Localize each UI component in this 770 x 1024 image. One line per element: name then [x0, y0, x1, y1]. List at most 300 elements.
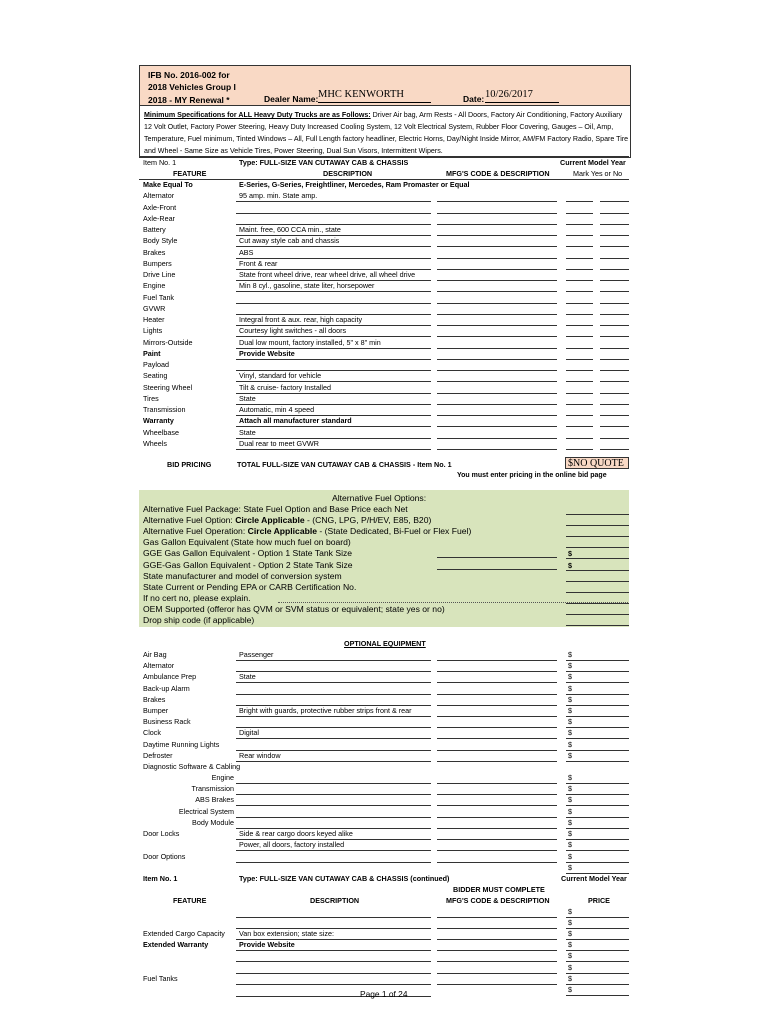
option-label: Bumper	[143, 706, 169, 715]
option-desc-field[interactable]	[236, 694, 431, 695]
mark-yes-no-header: Mark Yes or No	[573, 169, 623, 178]
feature-label: Battery	[143, 225, 166, 234]
dealer-name-field[interactable]: MHC KENWORTH	[318, 89, 431, 103]
option-mfg-field[interactable]	[437, 850, 557, 851]
feature-label: Warranty	[143, 416, 174, 426]
bid-pricing-label: BID PRICING	[167, 460, 212, 469]
dollar-sign: $	[568, 728, 572, 738]
option-mfg-field[interactable]	[437, 839, 557, 840]
item-type-2: Type: FULL-SIZE VAN CUTAWAY CAB & CHASSIS (continued)	[239, 874, 450, 883]
yes-no-field[interactable]	[600, 280, 629, 281]
mfg-code-field[interactable]	[437, 303, 557, 304]
option-price-field[interactable]	[566, 705, 629, 706]
dollar-sign: $	[568, 840, 572, 849]
model-year-field[interactable]	[566, 246, 593, 247]
mfg-code-field[interactable]	[437, 291, 557, 292]
option-price-field[interactable]	[566, 794, 629, 795]
alt-fuel-line: State manufacturer and model of conversion system	[143, 570, 342, 581]
option-price-field[interactable]	[566, 805, 629, 806]
alt-fuel-field[interactable]	[566, 592, 629, 593]
feature-label: Tires	[143, 393, 159, 403]
yes-no-field[interactable]	[600, 393, 629, 394]
model-year-field[interactable]	[566, 415, 593, 416]
option-desc-field[interactable]	[236, 794, 431, 795]
yes-no-field[interactable]	[600, 336, 629, 337]
option-description: Passenger	[239, 650, 274, 659]
option-desc-field[interactable]	[236, 738, 431, 739]
model-year-field[interactable]	[566, 224, 593, 225]
mfg-code-field[interactable]	[437, 314, 557, 315]
dollar-sign: $	[568, 706, 572, 715]
model-year-field[interactable]	[566, 393, 593, 394]
yes-no-field[interactable]	[600, 201, 629, 202]
dollar-sign: $	[568, 549, 572, 559]
feature-label: Transmission	[143, 405, 186, 414]
alt-fuel-line: Alternative Fuel Package: State Fuel Option and Base Price each Net	[143, 504, 408, 514]
option-label: Defroster	[143, 750, 173, 760]
alt-fuel-line: GGE-Gas Gallon Equivalent - Option 2 State Tank Size	[143, 559, 353, 570]
feature-label: Paint	[143, 348, 161, 358]
door-locks-desc: Power, all doors, factory installed	[239, 840, 345, 849]
feature-label: GVWR	[143, 303, 166, 313]
alt-fuel-field[interactable]	[566, 547, 629, 548]
feature-label: Make Equal To	[143, 180, 193, 189]
yes-no-field[interactable]	[600, 359, 629, 360]
online-bid-note: You must enter pricing in the online bid page	[457, 472, 607, 479]
alt-fuel-line: Alternative Fuel Option: Circle Applicable - (CNG, LPG, P/H/EV, E85, B20)	[143, 515, 432, 526]
dollar-sign: $	[568, 773, 572, 782]
feature-description: Automatic, min 4 speed	[239, 405, 315, 414]
mfg-code-field[interactable]	[437, 336, 557, 337]
feature-label: Payload	[143, 360, 169, 369]
bidder-must-complete: BIDDER MUST COMPLETE	[453, 885, 545, 894]
alt-fuel-field[interactable]	[566, 536, 629, 537]
option-price-field[interactable]	[566, 850, 629, 851]
tank-size-field[interactable]	[437, 569, 557, 570]
description-field[interactable]	[236, 291, 431, 292]
mfg-code-field[interactable]	[437, 235, 557, 236]
dollar-sign: $	[568, 852, 572, 861]
alt-fuel-field[interactable]	[566, 558, 629, 559]
date-label: Date:	[463, 94, 485, 104]
feature-description: Courtesy light switches - all doors	[239, 326, 347, 336]
option-mfg-field[interactable]	[437, 738, 557, 739]
mfg-code-field[interactable]	[437, 438, 557, 439]
description-field[interactable]	[236, 426, 431, 427]
option-price-field[interactable]	[566, 727, 629, 728]
option-mfg-field[interactable]	[437, 750, 557, 751]
yes-no-field[interactable]	[600, 449, 629, 450]
mfg-code-field[interactable]	[437, 325, 557, 326]
option-label: Clock	[143, 728, 161, 738]
price-field[interactable]	[566, 950, 629, 951]
feature-description: Integral front & aux. rear, high capacity	[239, 315, 363, 324]
option-mfg-field[interactable]	[437, 794, 557, 795]
alt-fuel-field[interactable]	[566, 581, 629, 582]
extended-cargo-desc: Van box extension; state size:	[239, 929, 334, 938]
option-price-field[interactable]	[566, 660, 629, 661]
option-price-field[interactable]	[566, 716, 629, 717]
dollar-sign: $	[568, 739, 572, 749]
mfg-code-field[interactable]	[437, 393, 557, 394]
yes-no-field[interactable]	[600, 381, 629, 382]
model-year-field[interactable]	[566, 269, 593, 270]
dollar-sign: $	[568, 560, 572, 570]
feature-label: Seating	[143, 371, 168, 381]
option-mfg-field[interactable]	[437, 682, 557, 683]
yes-no-field[interactable]	[600, 303, 629, 304]
dollar-sign: $	[568, 784, 572, 794]
option-mfg-field[interactable]	[437, 671, 557, 672]
model-year-field[interactable]	[566, 336, 593, 337]
feature-label: Axle-Rear	[143, 213, 175, 223]
option-desc-field[interactable]	[236, 716, 431, 717]
feature-description: Provide Website	[239, 348, 295, 358]
page-number: Page 1 of 24	[360, 989, 408, 999]
dollar-sign: $	[568, 985, 572, 994]
feature-description: ABS	[239, 247, 254, 257]
alt-fuel-line: Alternative Fuel Operation: Circle Applicable - (State Dedicated, Bi-Fuel or Flex Fuel)	[143, 526, 472, 537]
feature-description: State	[239, 393, 256, 403]
option-label: Brakes	[143, 694, 166, 704]
mfg-code-field[interactable]	[437, 269, 557, 270]
dollar-sign: $	[568, 940, 572, 949]
feature-description: Dual rear to meet GVWR	[239, 438, 319, 448]
feature-description: Min 8 cyl., gasoline, state liter, horsepower	[239, 281, 375, 291]
specs-text: Driver Air bag, Arm Rests - All Doors, Factory Air Conditioning, Factory Auxiliary 12 Volt Outlet, Factory Power Steering, Heavy Duty Increased Cooling System, 12 Volt Electrical System, Rubber Floor Covering, Gauges – Oil, Amp, Temperature, Fuel minimum, Tinted Windows – All, Full Length factory headliner, Electric Horns, Day/Night Inside Mirror, AM/FM Factory Radio, Spare Tire and Wheel - Same Size as Vehicle Tires, Power Steering, Dual Sun Visors, Intermittent Wipers.	[144, 111, 629, 155]
option-desc-field[interactable]	[236, 850, 431, 851]
mfg-field[interactable]	[437, 984, 557, 985]
option-mfg-field[interactable]	[437, 727, 557, 728]
desc-field[interactable]	[236, 950, 431, 951]
yes-no-field[interactable]	[600, 404, 629, 405]
option-mfg-field[interactable]	[437, 828, 557, 829]
desc-field[interactable]	[236, 973, 431, 974]
fuel-tanks-label: Fuel Tanks	[143, 974, 178, 983]
option-mfg-field[interactable]	[437, 660, 557, 661]
mfg-field[interactable]	[437, 928, 557, 929]
model-year-field[interactable]	[566, 235, 593, 236]
option-desc-field[interactable]	[236, 761, 431, 762]
option-price-field[interactable]	[566, 761, 629, 762]
mfg-code-field[interactable]	[437, 246, 557, 247]
item-type: Type: FULL-SIZE VAN CUTAWAY CAB & CHASSIS	[239, 158, 409, 167]
mfg-field[interactable]	[437, 950, 557, 951]
model-year-field[interactable]	[566, 438, 593, 439]
alt-fuel-line: Drop ship code (if applicable)	[143, 615, 255, 625]
desc-field[interactable]	[236, 984, 431, 985]
description-field[interactable]	[236, 393, 431, 394]
item-no: Item No. 1	[143, 158, 177, 167]
feature-label: Fuel Tank	[143, 292, 175, 302]
mfg-code-field[interactable]	[437, 359, 557, 360]
diagnostic-sub-label: Transmission	[191, 784, 234, 794]
feature-label: Alternator	[143, 191, 175, 201]
feature-label: Drive Line	[143, 270, 176, 279]
option-mfg-field[interactable]	[437, 805, 557, 806]
total-label: TOTAL FULL-SIZE VAN CUTAWAY CAB & CHASSIS - Item No. 1	[237, 460, 452, 469]
option-desc-field[interactable]	[236, 671, 431, 672]
feature-label: Axle-Front	[143, 202, 177, 212]
diagnostic-sub-label: Electrical System	[178, 806, 234, 816]
feature-description: State front wheel drive, rear wheel drive, all wheel drive	[239, 270, 416, 279]
feature-label: Wheels	[143, 438, 167, 448]
feature-label: Lights	[143, 326, 163, 336]
alt-fuel-line: Gas Gallon Equivalent (State how much fuel on board)	[143, 537, 351, 548]
model-year-field[interactable]	[566, 348, 593, 349]
model-year-field[interactable]	[566, 449, 593, 450]
option-label: Air Bag	[143, 650, 167, 659]
option-mfg-field[interactable]	[437, 783, 557, 784]
model-year-field[interactable]	[566, 404, 593, 405]
dollar-sign: $	[568, 951, 572, 960]
minimum-specs	[139, 105, 631, 158]
dollar-sign: $	[568, 795, 572, 805]
mfg-code-header-2: MFG'S CODE & DESCRIPTION	[446, 896, 550, 905]
option-price-field[interactable]	[566, 738, 629, 739]
mfg-field[interactable]	[437, 939, 557, 940]
mfg-field[interactable]	[437, 961, 557, 962]
ifb-title-line-2: 2018 Vehicles Group I	[148, 82, 236, 93]
optional-equipment-title: OPTIONAL EQUIPMENT	[344, 639, 426, 648]
dollar-sign: $	[568, 829, 572, 838]
yes-no-field[interactable]	[600, 291, 629, 292]
alt-fuel-line: GGE Gas Gallon Equivalent - Option 1 State Tank Size	[143, 548, 353, 559]
date-field[interactable]: 10/26/2017	[485, 89, 559, 103]
option-desc-field[interactable]	[236, 862, 431, 863]
description-field[interactable]	[236, 449, 431, 450]
dollar-sign: $	[568, 806, 572, 816]
price-field[interactable]	[566, 939, 629, 940]
item-no-2: Item No. 1	[143, 874, 178, 883]
ifb-title	[148, 69, 236, 106]
option-label: Business Rack	[143, 717, 191, 727]
feature-header-2: FEATURE	[173, 896, 207, 905]
alt-fuel-line: State Current or Pending EPA or CARB Certification No.	[143, 581, 357, 592]
door-options-label: Door Options	[143, 852, 186, 861]
option-price-field[interactable]	[566, 862, 629, 863]
option-label: Daytime Running Lights	[143, 739, 220, 749]
tank-size-field[interactable]	[437, 557, 557, 558]
mfg-code-field[interactable]	[437, 370, 557, 371]
mfg-code-field[interactable]	[437, 224, 557, 225]
mfg-field[interactable]	[437, 973, 557, 974]
feature-description: Attach all manufacturer standard	[239, 416, 352, 426]
model-year-field[interactable]	[566, 303, 593, 304]
price-header: PRICE	[588, 896, 610, 905]
option-desc-field[interactable]	[236, 839, 431, 840]
divider	[139, 156, 629, 157]
mfg-code-header: MFG'S CODE & DESCRIPTION	[446, 169, 550, 178]
mfg-code-field[interactable]	[437, 201, 557, 202]
option-price-field[interactable]	[566, 682, 629, 683]
option-label: Diagnostic Software & Cabling	[143, 762, 241, 771]
yes-no-field[interactable]	[600, 258, 629, 259]
option-price-field[interactable]	[566, 783, 629, 784]
feature-description: E-Series, G-Series, Freightliner, Mercedes, Ram Promaster or Equal	[239, 180, 470, 189]
yes-no-field[interactable]	[600, 438, 629, 439]
alt-fuel-field[interactable]	[566, 570, 629, 571]
option-price-field[interactable]	[566, 828, 629, 829]
model-year-field[interactable]	[566, 314, 593, 315]
option-mfg-field[interactable]	[437, 705, 557, 706]
yes-no-field[interactable]	[600, 235, 629, 236]
price-field[interactable]	[566, 973, 629, 974]
feature-description: Front & rear	[239, 258, 278, 268]
yes-no-field[interactable]	[600, 269, 629, 270]
feature-description: Cut away style cab and chassis	[239, 236, 340, 246]
feature-label: Brakes	[143, 247, 166, 257]
yes-no-field[interactable]	[600, 415, 629, 416]
alt-fuel-line: If no cert no, please explain.	[143, 592, 251, 603]
yes-no-field[interactable]	[600, 213, 629, 214]
alt-fuel-field[interactable]	[566, 614, 629, 615]
diagnostic-sub-label: Body Module	[192, 817, 234, 827]
option-desc-field[interactable]	[236, 783, 431, 784]
extended-cargo-label: Extended Cargo Capacity	[143, 929, 225, 938]
description-field[interactable]	[236, 359, 431, 360]
feature-label: Heater	[143, 315, 165, 324]
mfg-code-field[interactable]	[437, 381, 557, 382]
model-year-field[interactable]	[566, 370, 593, 371]
dollar-sign: $	[568, 918, 572, 927]
description-header: DESCRIPTION	[323, 169, 373, 178]
option-price-field[interactable]	[566, 694, 629, 695]
description-field[interactable]	[236, 246, 431, 247]
explain-field[interactable]	[278, 602, 628, 603]
door-locks-label: Door Locks	[143, 829, 180, 838]
total-price-field[interactable]: $NO QUOTE	[565, 457, 629, 469]
model-year-field[interactable]	[566, 325, 593, 326]
dollar-sign: $	[568, 683, 572, 693]
yes-no-field[interactable]	[600, 426, 629, 427]
diagnostic-sub-label: Engine	[211, 773, 234, 782]
model-year-field[interactable]	[566, 258, 593, 259]
option-price-field[interactable]	[566, 817, 629, 818]
mfg-code-field[interactable]	[437, 404, 557, 405]
price-field[interactable]	[566, 984, 629, 985]
dollar-sign: $	[568, 863, 572, 872]
option-desc-field[interactable]	[236, 682, 431, 683]
mfg-code-field[interactable]	[437, 280, 557, 281]
feature-label: Wheelbase	[143, 427, 179, 437]
mfg-code-field[interactable]	[437, 449, 557, 450]
option-mfg-field[interactable]	[437, 716, 557, 717]
mfg-code-field[interactable]	[437, 258, 557, 259]
desc-field[interactable]	[236, 917, 431, 918]
feature-description: 95 amp. min. State amp.	[239, 191, 318, 201]
current-model-year: Current Model Year	[560, 158, 626, 167]
dollar-sign: $	[568, 661, 572, 671]
option-desc-field[interactable]	[236, 727, 431, 728]
model-year-field[interactable]	[566, 291, 593, 292]
dollar-sign: $	[568, 672, 572, 682]
option-desc-field[interactable]	[236, 660, 431, 661]
alt-fuel-field[interactable]	[566, 514, 629, 515]
option-label: Alternator	[143, 661, 175, 671]
alt-fuel-field[interactable]	[566, 625, 629, 626]
description-header-2: DESCRIPTION	[310, 896, 360, 905]
price-field[interactable]	[566, 928, 629, 929]
option-desc-field[interactable]	[236, 805, 431, 806]
option-desc-field[interactable]	[236, 817, 431, 818]
ifb-title-line-1: IFB No. 2016-002 for	[148, 70, 230, 80]
extended-warranty-desc: Provide Website	[239, 940, 295, 949]
yes-no-field[interactable]	[600, 348, 629, 349]
option-price-field[interactable]	[566, 671, 629, 672]
alt-fuel-title: Alternative Fuel Options:	[332, 493, 427, 503]
model-year-field[interactable]	[566, 426, 593, 427]
dollar-sign: $	[568, 717, 572, 727]
desc-field[interactable]	[236, 961, 431, 962]
price-field[interactable]	[566, 917, 629, 918]
mfg-code-field[interactable]	[437, 348, 557, 349]
model-year-field[interactable]	[566, 213, 593, 214]
option-price-field[interactable]	[566, 750, 629, 751]
feature-label: Bumpers	[143, 258, 172, 268]
diagnostic-sub-label: ABS Brakes	[195, 795, 234, 805]
option-description: Rear window	[239, 750, 281, 760]
option-mfg-field[interactable]	[437, 761, 557, 762]
option-label: Ambulance Prep	[143, 672, 197, 682]
option-mfg-field[interactable]	[437, 817, 557, 818]
feature-description: Vinyl, standard for vehicle	[239, 371, 322, 381]
yes-no-field[interactable]	[600, 370, 629, 371]
alt-fuel-field[interactable]	[566, 525, 629, 526]
current-model-year-2: Current Model Year	[561, 874, 627, 883]
yes-no-field[interactable]	[600, 224, 629, 225]
model-year-field[interactable]	[566, 280, 593, 281]
feature-label: Steering Wheel	[143, 382, 193, 392]
feature-description: State	[239, 427, 256, 437]
dollar-sign: $	[568, 694, 572, 704]
model-year-field[interactable]	[566, 381, 593, 382]
option-label: Back-up Alarm	[143, 683, 190, 693]
mfg-field[interactable]	[437, 917, 557, 918]
dollar-sign: $	[568, 929, 572, 938]
feature-description: Maint. free, 600 CCA min., state	[239, 225, 341, 234]
price-field[interactable]	[566, 995, 629, 996]
option-price-field[interactable]	[566, 839, 629, 840]
option-description: Digital	[239, 728, 259, 738]
mfg-code-field[interactable]	[437, 426, 557, 427]
specs-label: Minimum Specifications for ALL Heavy Duty Trucks are as Follows:	[144, 111, 371, 119]
yes-no-field[interactable]	[600, 246, 629, 247]
yes-no-field[interactable]	[600, 325, 629, 326]
door-locks-desc: Side & rear cargo doors keyed alike	[239, 829, 353, 838]
feature-description: Dual low mount, factory installed, 5" x 8" min	[239, 337, 381, 347]
description-field[interactable]	[236, 201, 431, 202]
dollar-sign: $	[568, 750, 572, 760]
mfg-code-field[interactable]	[437, 213, 557, 214]
description-field[interactable]	[236, 213, 431, 214]
alt-fuel-field[interactable]	[566, 603, 629, 604]
option-mfg-field[interactable]	[437, 862, 557, 863]
mfg-code-field[interactable]	[437, 415, 557, 416]
option-description: State	[239, 672, 256, 682]
model-year-field[interactable]	[566, 201, 593, 202]
dollar-sign: $	[568, 963, 572, 972]
option-mfg-field[interactable]	[437, 694, 557, 695]
yes-no-field[interactable]	[600, 314, 629, 315]
feature-header: FEATURE	[173, 169, 207, 178]
description-field[interactable]	[236, 303, 431, 304]
model-year-field[interactable]	[566, 359, 593, 360]
feature-description: Tilt & cruise- factory Installed	[239, 382, 332, 392]
feature-label: Body Style	[143, 236, 178, 246]
option-description: Bright with guards, protective rubber strips front & rear	[239, 706, 412, 715]
price-field[interactable]	[566, 961, 629, 962]
